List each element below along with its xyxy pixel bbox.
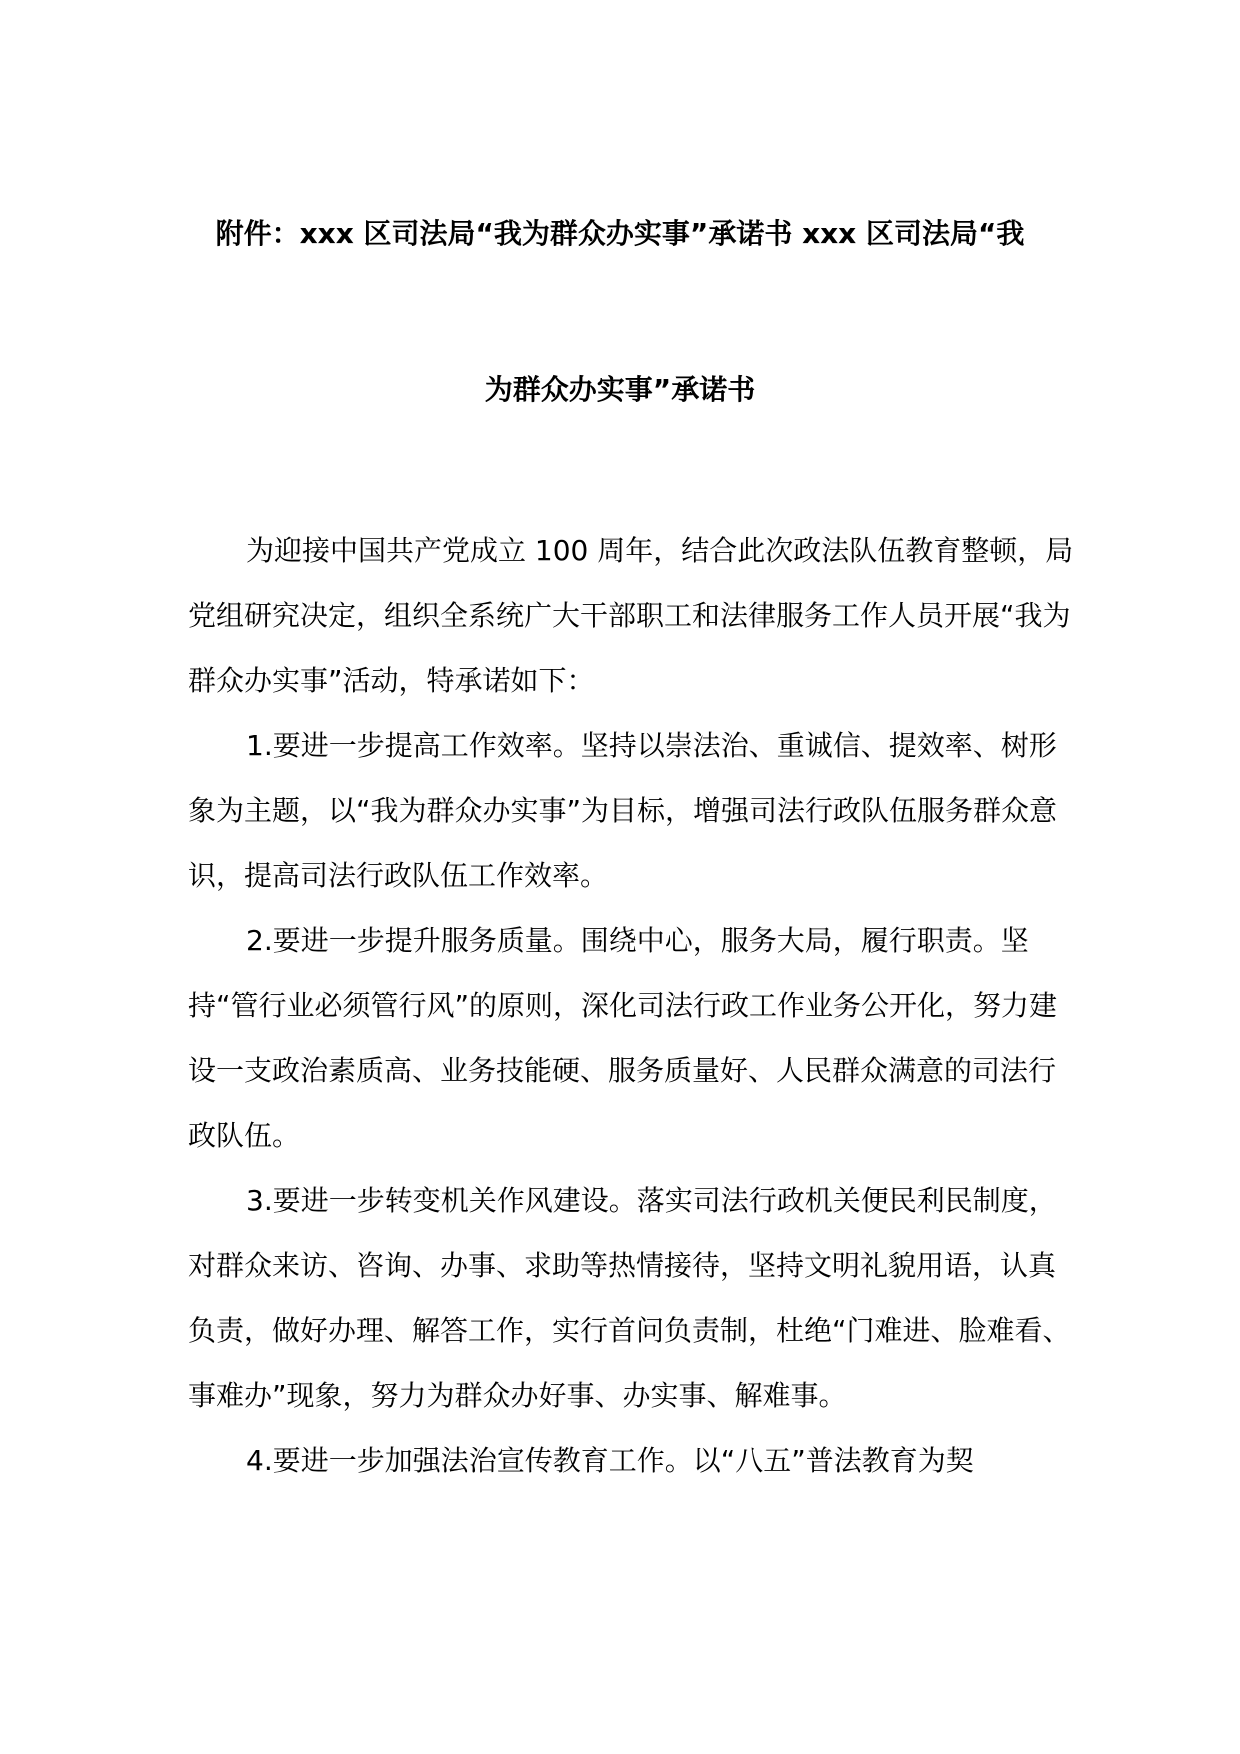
document-body: [188, 518, 1078, 1493]
commitment-paragraph-1: 1.要进一步提高工作效率。坚持以崇法治、重诚信、提效率、树形象为主题，以“我为群众办实事”为目标，增强司法行政队伍服务群众意识，提高司法行政队伍工作效率。: [188, 729, 1058, 892]
document-title-line-2: 为群众办实事”承诺书: [484, 373, 756, 406]
commitment-paragraph-2: 2.要进一步提升服务质量。围绕中心，服务大局，履行职责。坚持“管行业必须管行风”的原则，深化司法行政工作业务公开化，努力建设一支政治素质高、业务技能硬、服务质量好、人民群众满意的司法行政队伍。: [188, 924, 1058, 1152]
commitment-paragraph-4: 4.要进一步加强法治宣传教育工作。以“八五”普法教育为契: [246, 1444, 974, 1477]
intro-paragraph: 为迎接中国共产党成立 100 周年，结合此次政法队伍教育整顿，局党组研究决定，组织全系统广大干部职工和法律服务工作人员开展“我为群众办实事”活动，特承诺如下：: [188, 534, 1074, 697]
commitment-paragraph-3: 3.要进一步转变机关作风建设。落实司法行政机关便民利民制度，对群众来访、咨询、办事、求助等热情接待，坚持文明礼貌用语，认真负责，做好办理、解答工作，实行首问负责制，杜绝“门难进、脸难看、事难办”现象，努力为群众办好事、办实事、解难事。: [188, 1184, 1071, 1412]
document-title-line-1: 附件：xxx 区司法局“我为群众办实事”承诺书 xxx 区司法局“我: [215, 217, 1025, 250]
